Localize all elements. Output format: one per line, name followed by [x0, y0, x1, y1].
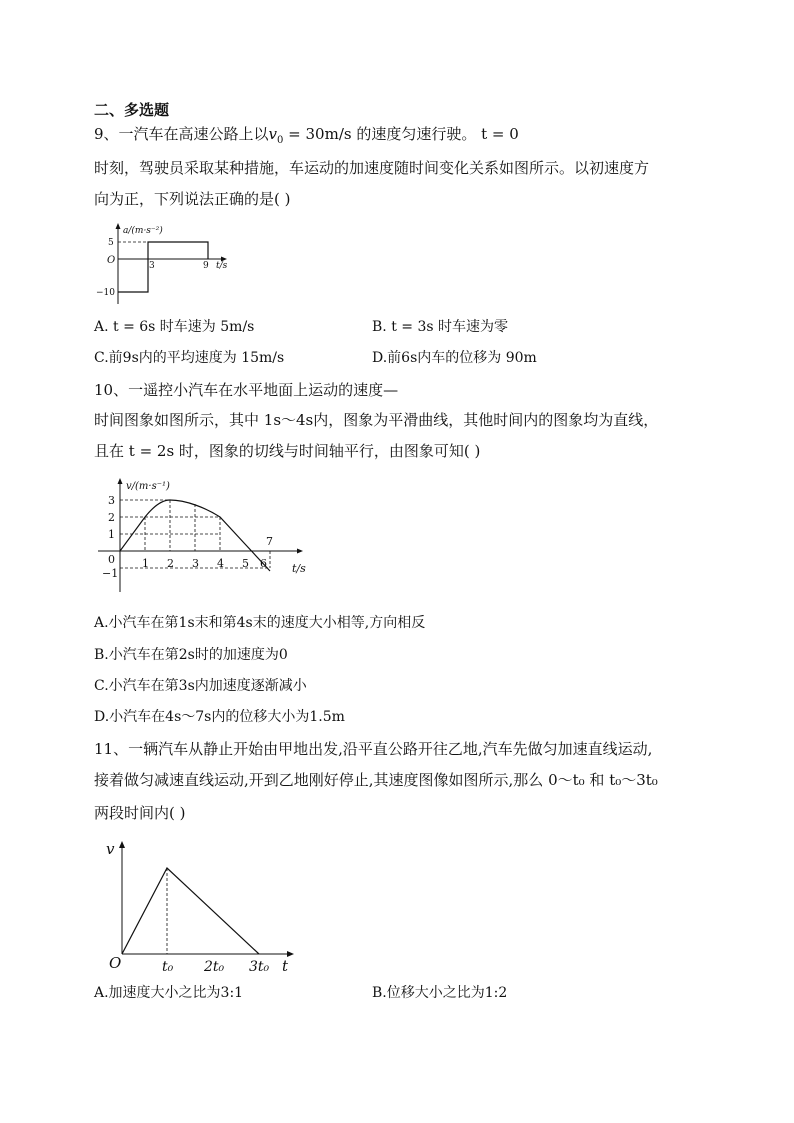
q9-xtick-3: 3	[149, 261, 155, 271]
q10-line3: 且在 t = 2s 时，图象的切线与时间轴平行，由图象可知( )	[94, 442, 481, 460]
q10-ytick-1: 1	[108, 528, 115, 541]
q10-option-a: A.小汽车在第1s末和第4s末的速度大小相等,方向相反	[94, 615, 426, 631]
q10-option-d: D.小汽车在4s～7s内的位移大小为1.5m	[94, 709, 345, 725]
q10-velocity-graph	[96, 476, 316, 596]
q9-option-b: B. t = 3s 时车速为零	[372, 319, 508, 335]
q10-line2: 时间图象如图所示，其中 1s～4s内，图象为平滑曲线，其他时间内的图象均为直线，	[94, 411, 659, 429]
q10-xtick-5: 5	[242, 557, 249, 570]
q11-xlabel: t	[282, 957, 289, 975]
q11-line2: 接着做匀减速直线运动,开到乙地刚好停止,其速度图像如图所示,那么 0～t₀ 和 t₀～3t₀	[94, 771, 658, 789]
q9-accel-line	[118, 242, 208, 292]
q10-ytick-neg1: −1	[102, 567, 119, 580]
q10-xtick-6: 6	[260, 557, 267, 570]
q9-line1-a: 9、一汽车在高速公路上以	[94, 125, 269, 143]
q11-x-arrow	[287, 951, 294, 957]
q9-ytick-5: 5	[108, 238, 114, 248]
q9-line2: 时刻，驾驶员采取某种措施，车运动的加速度随时间变化关系如图所示。以初速度方	[94, 159, 650, 177]
q10-xtick-3: 3	[192, 557, 199, 570]
q11-line1: 11、一辆汽车从静止开始由甲地出发,沿平直公路开往乙地,汽车先做匀加速直线运动,	[94, 740, 653, 758]
q11-option-b: B.位移大小之比为1:2	[372, 985, 508, 1001]
q9-v-symbol: v	[268, 125, 278, 143]
q10-xtick-2: 2	[167, 557, 174, 570]
q10-ytick-2: 2	[108, 511, 115, 524]
q11-velocity-graph	[106, 838, 306, 978]
q11-xtick-2t0: 2t₀	[204, 959, 225, 975]
q10-ytick-0: 0	[108, 553, 115, 566]
q10-ytick-3: 3	[108, 494, 115, 507]
q10-xtick-1: 1	[142, 557, 149, 570]
q10-x-arrow	[297, 549, 303, 554]
q11-line3: 两段时间内( )	[94, 804, 186, 822]
q11-velocity-line	[122, 868, 259, 954]
section-title: 二、多选题	[94, 101, 170, 119]
q11-ylabel: v	[106, 840, 115, 858]
q10-line1: 10、一遥控小汽车在水平地面上运动的速度—	[94, 381, 399, 399]
q9-xtick-9: 9	[203, 261, 209, 271]
q9-line3: 向为正，下列说法正确的是( )	[94, 190, 291, 208]
q11-y-arrow	[119, 841, 125, 848]
q11-xtick-t0: t₀	[162, 959, 174, 975]
q9-xlabel: t/s	[216, 261, 228, 271]
q10-xtick-7: 7	[266, 535, 273, 548]
q9-option-a: A. t = 6s 时车速为 5m/s	[94, 319, 255, 335]
q9-option-d: D.前6s内车的位移为 90m	[372, 350, 537, 366]
q9-v-subscript: 0	[277, 135, 284, 146]
q11-origin: O	[109, 954, 122, 972]
q11-option-a: A.加速度大小之比为3:1	[94, 985, 244, 1001]
q9-ylabel: a/(m·s⁻²)	[123, 226, 163, 236]
q10-ylabel: v/(m·s⁻¹)	[126, 481, 170, 492]
q9-y-arrow	[116, 223, 121, 229]
q11-xtick-3t0: 3t₀	[249, 959, 270, 975]
q9-ytick-neg10: −10	[96, 288, 115, 298]
q10-y-arrow	[118, 478, 123, 484]
q10-option-b: B.小汽车在第2s时的加速度为0	[94, 647, 288, 663]
q10-xlabel: t/s	[292, 562, 306, 575]
q9-acceleration-graph	[96, 222, 256, 307]
q9-option-c: C.前9s内的平均速度为 15m/s	[94, 350, 285, 366]
q9-origin: O	[107, 255, 116, 266]
q9-line1	[94, 124, 519, 151]
q10-option-c: C.小汽车在第3s内加速度逐渐减小	[94, 678, 307, 694]
q9-line1-b: = 30m/s 的速度匀速行驶。 t = 0	[283, 125, 519, 143]
q10-xtick-4: 4	[217, 557, 224, 570]
